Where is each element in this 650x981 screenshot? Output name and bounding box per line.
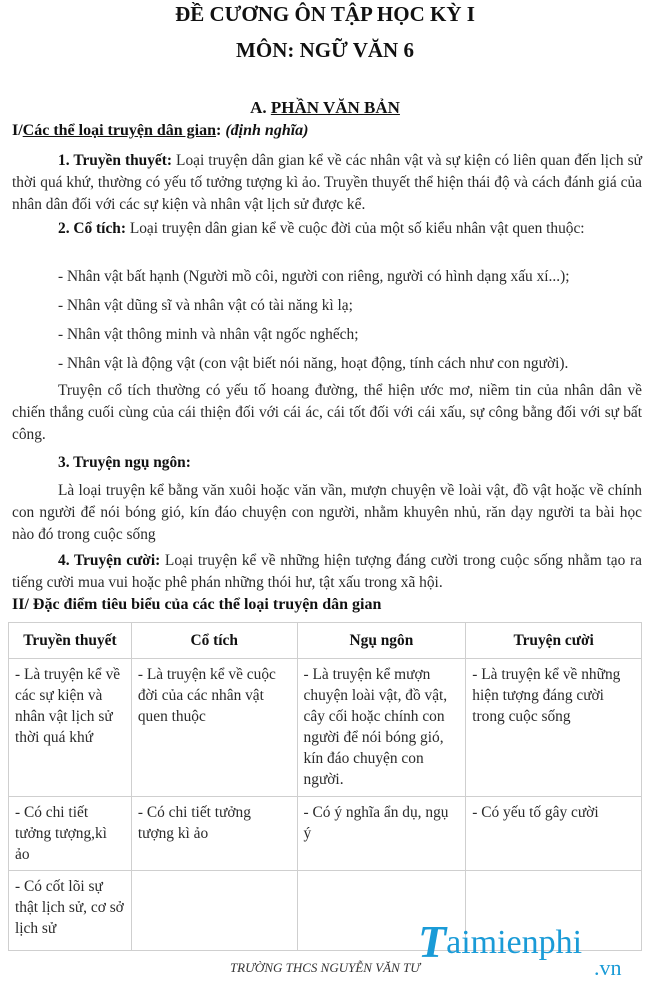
document-title: ĐỀ CƯƠNG ÔN TẬP HỌC KỲ I xyxy=(175,2,475,26)
subject-title: MÔN: NGỮ VĂN 6 xyxy=(236,38,414,62)
table-header-row xyxy=(9,623,642,659)
table-cell: - Là truyện kể mượn chuyện loài vật, đồ vật, cây cối hoặc chính con người để nói bóng gió, kín đáo chuyện con người. xyxy=(297,659,466,797)
table-cell: - Là truyện kể về các sự kiện và nhân vật lịch sử thời quá khứ xyxy=(9,659,132,797)
logo-tld: .vn xyxy=(594,955,622,980)
column-header: Truyện cười xyxy=(466,623,642,659)
part1-note: (định nghĩa) xyxy=(225,122,309,139)
co-tich-summary: Truyện cổ tích thường có yếu tố hoang đường, thể hiện ước mơ, niềm tin của nhân dân về chiến thắng cuối cùng của cái thiện đối với cái ác, cái tốt đối với cái xấu, sự công bằng đối với sự bất công. xyxy=(12,382,642,443)
truyen-cuoi-label: 4. Truyện cười: xyxy=(58,552,161,569)
table-cell: - Là truyện kể về cuộc đời của các nhân vật quen thuộc xyxy=(131,659,297,797)
section-a-prefix: A. xyxy=(250,98,271,117)
taimienphi-watermark-logo xyxy=(418,915,622,980)
table-row xyxy=(9,659,642,797)
section-a-label: PHẦN VĂN BẢN xyxy=(270,98,400,117)
section-a-heading xyxy=(0,98,650,118)
logo-initial: T xyxy=(418,916,447,967)
column-header: Cổ tích xyxy=(131,623,297,659)
school-footer: TRƯỜNG THCS NGUYỄN VĂN TƯ xyxy=(229,960,421,975)
table-row xyxy=(9,797,642,871)
co-tich-bullet: - Nhân vật dũng sĩ và nhân vật có tài năng kì lạ; xyxy=(58,297,353,314)
ngu-ngon-text: Là loại truyện kể bằng văn xuôi hoặc văn vần, mượn chuyện về loài vật, đồ vật hoặc về chính con người để nói bóng gió, kín đáo chuyện con người, nhằm khuyên nhủ, răn dạy người ta bài học nào đó trong cuộc sống xyxy=(12,482,642,543)
co-tich-paragraph xyxy=(12,218,642,240)
part1-colon: : xyxy=(216,122,226,139)
part1-heading-text: Các thể loại truyện dân gian xyxy=(22,122,217,139)
truyen-thuyet-text: Loại truyện dân gian kể về các nhân vật và sự kiện có liên quan đến lịch sử thời quá khứ, thường có yếu tố tưởng tượng kì ảo. Truyền thuyết thể hiện thái độ và cách đánh giá của nhân dân đối với các sự kiện và nhân vật lịch sử được kể. xyxy=(12,152,642,213)
truyen-thuyet-label: 1. Truyền thuyết: xyxy=(58,152,172,169)
column-header: Truyền thuyết xyxy=(9,623,132,659)
co-tich-bullet: - Nhân vật là động vật (con vật biết nói năng, hoạt động, tính cách như con người). xyxy=(58,355,569,372)
ngu-ngon-label: 3. Truyện ngụ ngôn: xyxy=(58,454,191,471)
column-header: Ngụ ngôn xyxy=(297,623,466,659)
part1-heading xyxy=(12,120,642,142)
table-cell: - Có chi tiết tưởng tượng,kì ảo xyxy=(9,797,132,871)
co-tich-bullet: - Nhân vật thông minh và nhân vật ngốc nghếch; xyxy=(58,326,359,343)
logo-text: aimienphi xyxy=(446,924,583,961)
part2-heading: II/ Đặc điểm tiêu biểu của các thể loại truyện dân gian xyxy=(12,596,382,613)
table-cell: - Có yếu tố gây cười xyxy=(466,797,642,871)
truyen-thuyet-paragraph xyxy=(12,150,642,216)
table-cell xyxy=(131,871,297,951)
co-tich-bullet: - Nhân vật bất hạnh (Người mồ côi, người con riêng, người có hình dạng xấu xí...); xyxy=(58,268,570,285)
co-tich-text: Loại truyện dân gian kể về cuộc đời của một số kiểu nhân vật quen thuộc: xyxy=(125,220,585,237)
co-tich-label: 2. Cổ tích: xyxy=(58,220,126,237)
characteristics-table xyxy=(8,622,642,951)
truyen-cuoi-text: Loại truyện kể về những hiện tượng đáng cười trong cuộc sống nhằm tạo ra tiếng cười mua vui hoặc phê phán những thói hư, tật xấu trong xã hội. xyxy=(12,552,642,591)
table-cell: - Có chi tiết tưởng tượng kì ảo xyxy=(131,797,297,871)
table-cell: - Có ý nghĩa ẩn dụ, ngụ ý xyxy=(297,797,466,871)
truyen-cuoi-paragraph xyxy=(12,550,642,594)
table-cell: - Là truyện kể về những hiện tượng đáng cười trong cuộc sống xyxy=(466,659,642,797)
table-cell: - Có cốt lõi sự thật lịch sử, cơ sở lịch sử xyxy=(9,871,132,951)
part1-prefix: I/ xyxy=(12,122,23,139)
